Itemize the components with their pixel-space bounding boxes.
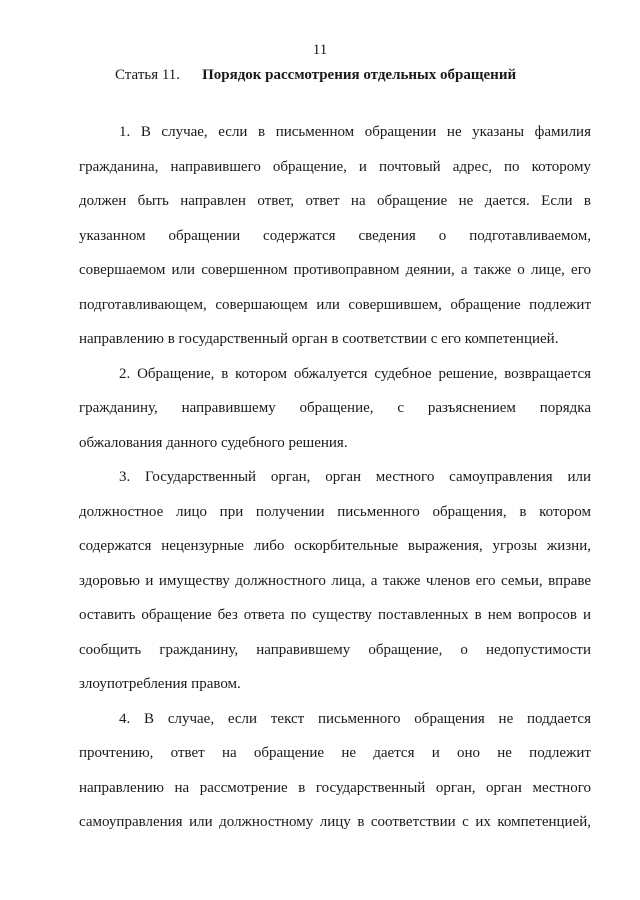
- paragraph-4: [79, 702, 591, 840]
- text-line: 2. Обращение, в котором обжалуется судебное решение, возвращается: [119, 365, 591, 382]
- text-line: должностное лицо при получении письменного обращения, в котором: [79, 503, 591, 520]
- text-line: злоупотребления правом.: [79, 676, 241, 692]
- text-line: самоуправления или должностному лицу в соответствии с их компетенцией,: [79, 814, 591, 830]
- text-line: совершаемом или совершенном противоправном деянии, а также о лице, его: [79, 262, 591, 278]
- text-line: гражданина, направившего обращение, и почтовый адрес, по которому: [79, 158, 591, 175]
- article-label: Статья 11.: [115, 67, 181, 83]
- text-line: подготавливающем, совершающем или совершившем, обращение подлежит: [79, 296, 591, 313]
- article-heading: [115, 67, 516, 84]
- article-body: [79, 115, 591, 840]
- paragraph-1: [79, 115, 591, 357]
- text-line: должен быть направлен ответ, ответ на обращение не дается. Если в: [79, 193, 591, 209]
- text-line: сообщить гражданину, направившему обращение, о недопустимости: [79, 641, 591, 658]
- text-line: гражданину, направившему обращение, с разъяснением порядка: [79, 400, 591, 416]
- paragraph-3: [79, 460, 591, 702]
- text-line: содержатся нецензурные либо оскорбительные выражения, угрозы жизни,: [79, 538, 591, 554]
- text-line: оставить обращение без ответа по существу поставленных в нем вопросов и: [79, 607, 591, 623]
- text-line: прочтению, ответ на обращение не дается и оно не подлежит: [79, 745, 591, 761]
- paragraph-2: [79, 357, 591, 461]
- article-title: Порядок рассмотрения отдельных обращений: [202, 67, 517, 83]
- page-number: 11: [312, 42, 328, 58]
- text-line: указанном обращении содержатся сведения о подготавливаемом,: [79, 227, 591, 244]
- text-line: 4. В случае, если текст письменного обращения не поддается: [119, 710, 591, 727]
- text-line: направлению на рассмотрение в государственный орган, орган местного: [79, 779, 591, 796]
- text-line: 1. В случае, если в письменном обращении не указаны фамилия: [119, 124, 591, 140]
- text-line: 3. Государственный орган, орган местного самоуправления или: [119, 469, 591, 485]
- text-line: обжалования данного судебного решения.: [79, 434, 348, 451]
- text-line: здоровью и имуществу должностного лица, а также членов его семьи, вправе: [79, 572, 591, 589]
- text-line: направлению в государственный орган в соответствии с его компетенцией.: [79, 331, 559, 347]
